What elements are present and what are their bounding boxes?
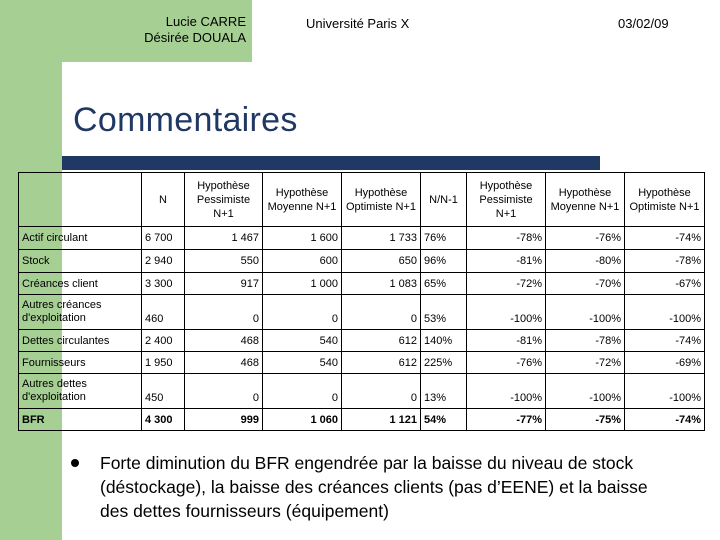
cell: -100% <box>546 374 625 409</box>
cell: 540 <box>263 330 342 352</box>
cell: -70% <box>546 273 625 295</box>
title-rule <box>62 156 600 170</box>
slide-title: Commentaires <box>73 101 298 139</box>
cell: -100% <box>467 374 546 409</box>
cell: -78% <box>546 330 625 352</box>
bullet-dot-icon <box>71 459 79 467</box>
table-row <box>19 273 705 295</box>
cell: 650 <box>342 250 421 273</box>
cell: 65% <box>421 273 467 295</box>
cell-n: 3 300 <box>142 273 185 295</box>
cell: -74% <box>625 227 705 250</box>
cell: 54% <box>421 409 467 431</box>
row-label: Autres dettes d'exploitation <box>19 374 142 409</box>
cell-n: 1 950 <box>142 352 185 374</box>
cell: 0 <box>263 295 342 330</box>
cell: 612 <box>342 352 421 374</box>
col-header-optimiste: Hypothèse Optimiste N+1 <box>342 173 421 227</box>
cell: -77% <box>467 409 546 431</box>
cell-n: 4 300 <box>142 409 185 431</box>
cell-n: 2 400 <box>142 330 185 352</box>
cell: -72% <box>546 352 625 374</box>
cell: -72% <box>467 273 546 295</box>
cell: -100% <box>546 295 625 330</box>
cell: -67% <box>625 273 705 295</box>
cell-n: 450 <box>142 374 185 409</box>
col-header-pessimiste-var: Hypothèse Pessimiste N+1 <box>467 173 546 227</box>
cell: -74% <box>625 330 705 352</box>
cell: 600 <box>263 250 342 273</box>
cell: 999 <box>185 409 263 431</box>
cell: 53% <box>421 295 467 330</box>
authors <box>110 14 246 46</box>
table-header-row <box>19 173 705 227</box>
cell: -76% <box>546 227 625 250</box>
col-header-label <box>19 173 142 227</box>
cell: 1 000 <box>263 273 342 295</box>
cell: -69% <box>625 352 705 374</box>
cell: 225% <box>421 352 467 374</box>
cell: 76% <box>421 227 467 250</box>
cell: 1 600 <box>263 227 342 250</box>
row-label: Créances client <box>19 273 142 295</box>
bfr-table <box>18 172 705 431</box>
cell: 1 083 <box>342 273 421 295</box>
cell: -81% <box>467 250 546 273</box>
table-row <box>19 295 705 330</box>
date: 03/02/09 <box>618 16 669 31</box>
table-row <box>19 374 705 409</box>
cell: 1 060 <box>263 409 342 431</box>
row-label: BFR <box>19 409 142 431</box>
col-header-moyenne-var: Hypothèse Moyenne N+1 <box>546 173 625 227</box>
university: Université Paris X <box>306 16 410 31</box>
cell: 1 467 <box>185 227 263 250</box>
cell: 1 121 <box>342 409 421 431</box>
table-row <box>19 352 705 374</box>
cell: -81% <box>467 330 546 352</box>
cell: -78% <box>625 250 705 273</box>
cell: -78% <box>467 227 546 250</box>
row-label: Actif circulant <box>19 227 142 250</box>
cell: 612 <box>342 330 421 352</box>
row-label: Stock <box>19 250 142 273</box>
cell: -100% <box>625 295 705 330</box>
comment-text: Forte diminution du BFR engendrée par la baisse du niveau de stock (déstockage), la baisse des créances clients (pas d’EENE) et la baisse des dettes fournisseurs (équipement) <box>100 453 648 521</box>
cell: 13% <box>421 374 467 409</box>
rounded-corner <box>62 62 102 102</box>
cell: 0 <box>342 295 421 330</box>
cell: 550 <box>185 250 263 273</box>
row-label: Fournisseurs <box>19 352 142 374</box>
cell: -100% <box>625 374 705 409</box>
cell: 540 <box>263 352 342 374</box>
cell: 0 <box>342 374 421 409</box>
row-label: Autres créances d'exploitation <box>19 295 142 330</box>
cell: -80% <box>546 250 625 273</box>
cell: -76% <box>467 352 546 374</box>
col-header-optimiste-var: Hypothèse Optimiste N+1 <box>625 173 705 227</box>
table-row <box>19 250 705 273</box>
cell: 468 <box>185 330 263 352</box>
table-row-total <box>19 409 705 431</box>
cell: 140% <box>421 330 467 352</box>
cell: 0 <box>263 374 342 409</box>
col-header-n: N <box>142 173 185 227</box>
cell: 96% <box>421 250 467 273</box>
row-label: Dettes circulantes <box>19 330 142 352</box>
cell: 0 <box>185 295 263 330</box>
author-2: Désirée DOUALA <box>144 30 246 45</box>
cell-n: 6 700 <box>142 227 185 250</box>
table-row <box>19 227 705 250</box>
cell: -74% <box>625 409 705 431</box>
col-header-n-n1: N/N-1 <box>421 173 467 227</box>
cell: 468 <box>185 352 263 374</box>
cell: -75% <box>546 409 625 431</box>
author-1: Lucie CARRE <box>165 14 246 29</box>
col-header-moyenne: Hypothèse Moyenne N+1 <box>263 173 342 227</box>
table-row <box>19 330 705 352</box>
cell: -100% <box>467 295 546 330</box>
cell-n: 460 <box>142 295 185 330</box>
cell: 917 <box>185 273 263 295</box>
cell: 1 733 <box>342 227 421 250</box>
cell-n: 2 940 <box>142 250 185 273</box>
col-header-pessimiste: Hypothèse Pessimiste N+1 <box>185 173 263 227</box>
cell: 0 <box>185 374 263 409</box>
